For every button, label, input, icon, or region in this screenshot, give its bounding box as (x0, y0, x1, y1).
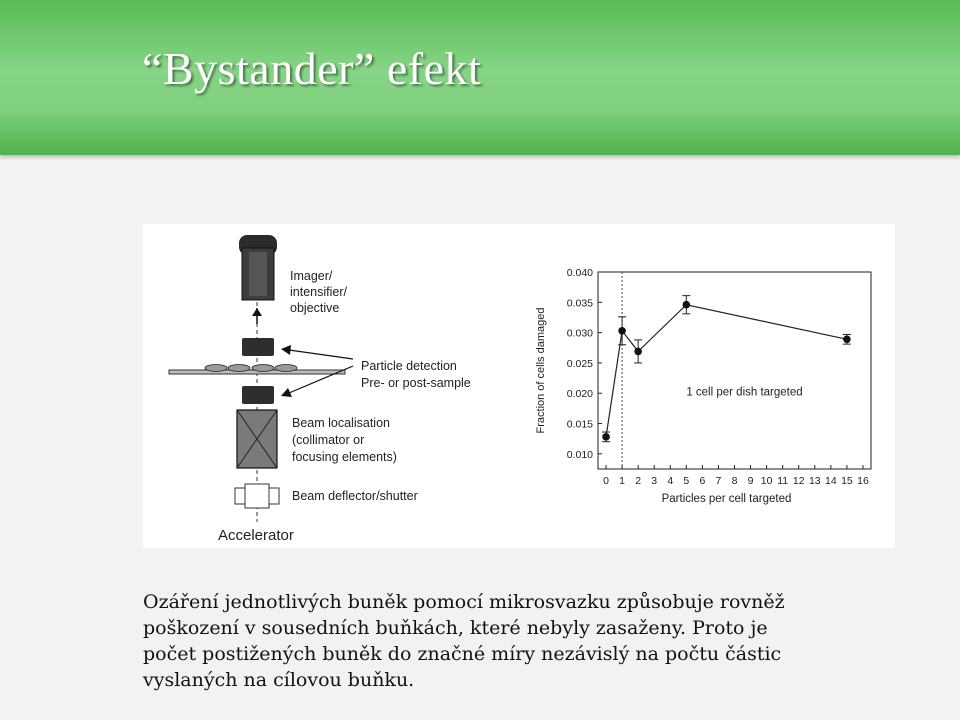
x-tick-label: 9 (747, 475, 754, 487)
particle-detector-bottom (242, 386, 274, 404)
label-beam-deflector: Beam deflector/shutter (292, 489, 418, 503)
data-point (843, 335, 851, 343)
plot-frame (598, 272, 871, 469)
label-objective: objective (290, 301, 340, 315)
x-tick-label: 7 (715, 475, 722, 487)
data-point (634, 348, 642, 356)
caption-line: Ozáření jednotlivých buněk pomocí mikrosvazku způsobuje rovněž (143, 591, 785, 613)
sample-stage (169, 365, 345, 375)
label-particle-detection: Particle detection (361, 359, 457, 373)
x-tick-label: 1 (619, 475, 626, 487)
data-point (683, 301, 691, 309)
slide-title: “Bystander” efekt (142, 43, 482, 94)
x-tick-label: 8 (731, 475, 738, 487)
caption-line: poškození v sousedních buňkách, které nebyly zasaženy. Proto je (143, 617, 768, 639)
detection-arrow-1 (289, 350, 353, 359)
x-tick-label: 15 (841, 475, 853, 487)
particle-detector-top (242, 338, 274, 356)
y-tick-label: 0.025 (566, 357, 593, 370)
label-intensifier: intensifier/ (290, 285, 347, 299)
x-tick-label: 10 (760, 475, 773, 487)
figure-svg (143, 224, 895, 548)
data-points (602, 296, 851, 442)
figure-panel (143, 224, 895, 548)
caption-text (143, 589, 903, 693)
y-tick-label: 0.015 (566, 418, 593, 431)
x-tick-label: 11 (777, 475, 789, 487)
x-tick-label: 13 (808, 475, 821, 487)
beam-deflector (235, 484, 279, 508)
y-tick-label: 0.030 (566, 327, 593, 340)
detection-arrow-1-head (281, 345, 291, 355)
y-axis-ticks (567, 267, 602, 461)
series-line (606, 305, 847, 437)
bystander-chart (535, 267, 871, 505)
caption-line: vyslaných na cílovou buňku. (143, 669, 415, 691)
label-accelerator: Accelerator (218, 527, 294, 544)
x-tick-label: 12 (792, 475, 805, 487)
y-axis-label: Fraction of cells damaged (535, 307, 547, 434)
apparatus-diagram (169, 235, 471, 544)
y-tick-label: 0.010 (566, 448, 593, 461)
x-axis-label: Particles per cell targeted (661, 493, 792, 505)
x-tick-label: 0 (603, 475, 609, 487)
x-tick-label: 2 (635, 475, 642, 487)
label-pre-post-sample: Pre- or post-sample (361, 376, 471, 390)
label-imager: Imager/ (290, 269, 333, 283)
title-banner (0, 0, 960, 155)
x-tick-label: 5 (683, 475, 690, 487)
imager-objective (239, 235, 277, 300)
data-point (618, 327, 626, 335)
x-tick-label: 3 (651, 475, 658, 487)
x-tick-label: 16 (857, 475, 869, 487)
collimator (237, 410, 277, 468)
beam-arrow-head (252, 308, 262, 316)
x-tick-label: 6 (699, 475, 706, 487)
x-tick-label: 4 (667, 475, 674, 487)
label-collimator: (collimator or (292, 433, 365, 447)
data-point (602, 433, 610, 441)
label-beam-localisation: Beam localisation (292, 416, 390, 430)
chart-annotation: 1 cell per dish targeted (686, 386, 803, 399)
x-tick-label: 14 (825, 475, 837, 487)
y-tick-label: 0.035 (566, 297, 593, 310)
label-focusing-elements: focusing elements) (292, 450, 397, 464)
y-tick-label: 0.040 (566, 267, 593, 279)
x-axis-ticks (603, 465, 869, 487)
caption-line: počet postižených buněk do značné míry nezávislý na počtu částic (143, 643, 782, 665)
y-tick-label: 0.020 (566, 388, 593, 401)
